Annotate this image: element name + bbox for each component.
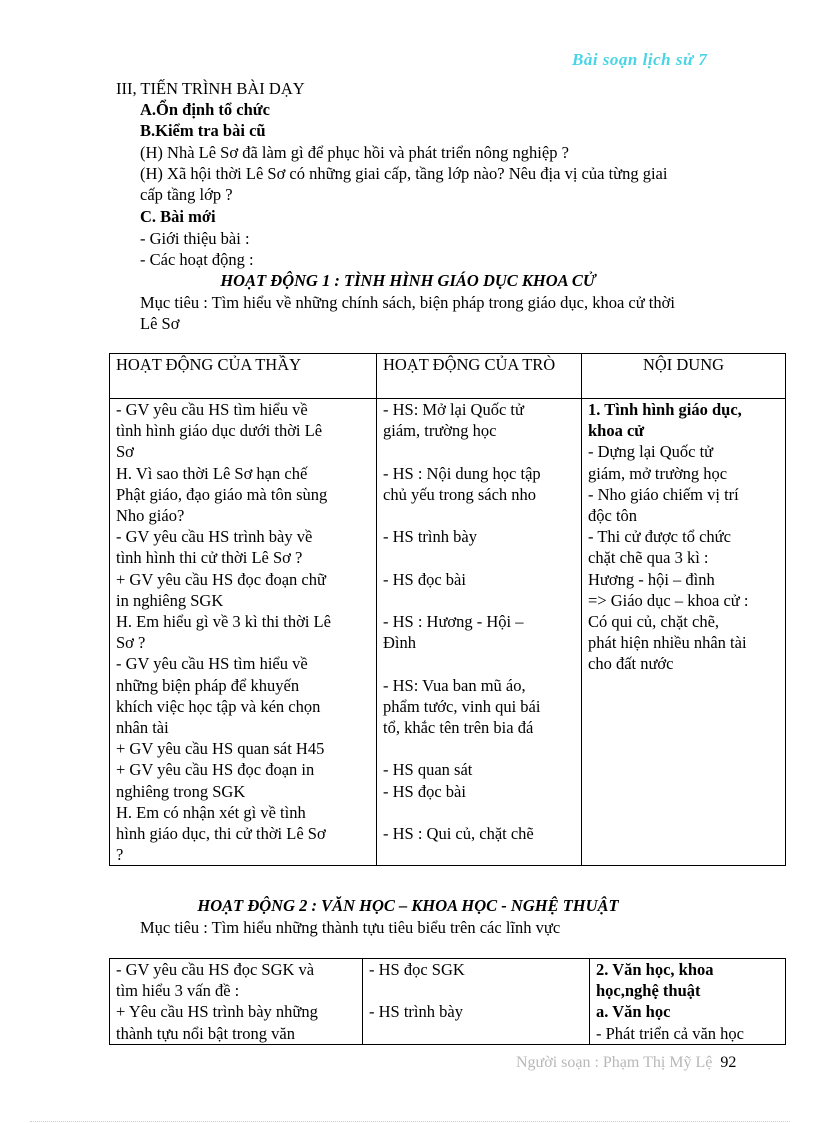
student-line xyxy=(383,590,575,611)
table-row xyxy=(110,959,786,1045)
content-line: chặt chẽ qua 3 kì : xyxy=(588,548,709,568)
content-line: Hương - hội – đình xyxy=(588,569,715,589)
activity1-goal-2: Lê Sơ xyxy=(140,314,180,333)
teacher-line: Phật giáo, đạo giáo mà tôn sùng xyxy=(116,484,328,504)
review-question-2b: cấp tầng lớp ? xyxy=(140,185,233,204)
content-line: - Thi cử được tổ chức xyxy=(588,527,731,547)
content-heading: học,nghệ thuật xyxy=(596,981,701,1001)
student-line: - HS đọc SGK xyxy=(369,960,465,979)
content-line: - Dựng lại Quốc tử xyxy=(588,442,714,462)
teacher-line: + GV yêu cầu HS đọc đoạn chữ xyxy=(116,569,326,589)
student-line xyxy=(383,547,575,568)
content-heading: khoa cử xyxy=(588,421,645,441)
teacher-line: Sơ ? xyxy=(116,633,146,653)
step-a: A.Ổn định tổ chức xyxy=(140,100,271,119)
content-subheading: a. Văn học xyxy=(596,1002,671,1022)
content-column xyxy=(582,399,786,866)
teacher-line: Nho giáo? xyxy=(116,506,185,526)
activity1-title: HOẠT ĐỘNG 1 : TÌNH HÌNH GIÁO DỤC KHOA CỬ xyxy=(220,271,596,290)
teacher-column xyxy=(110,959,363,1045)
section-title: III, TIẾN TRÌNH BÀI DẠY xyxy=(116,79,305,98)
teacher-line: - GV yêu cầu HS tìm hiểu về xyxy=(116,654,308,674)
teacher-line: - GV yêu cầu HS tìm hiểu về xyxy=(116,400,308,419)
student-line xyxy=(369,1023,583,1044)
table-header-row xyxy=(110,354,786,399)
intro-activities: - Các hoạt động : xyxy=(140,250,254,269)
teacher-line: - GV yêu cầu HS đọc SGK và xyxy=(116,960,315,979)
teacher-line: khích việc học tập và kén chọn xyxy=(116,696,321,716)
header-student: HOẠT ĐỘNG CỦA TRÒ xyxy=(377,354,582,399)
student-line: - HS : Nội dung học tập xyxy=(383,463,541,483)
content-line: phát hiện nhiều nhân tài xyxy=(588,633,747,653)
student-line xyxy=(383,802,575,823)
student-line: - HS : Hương - Hội – xyxy=(383,611,524,631)
intro-lesson: - Giới thiệu bài : xyxy=(140,229,250,248)
content-heading: 2. Văn học, khoa xyxy=(596,960,714,979)
content-line: - Nho giáo chiếm vị trí xyxy=(588,484,739,504)
header-content: NỘI DUNG xyxy=(582,354,786,399)
student-line: - HS: Vua ban mũ áo, xyxy=(383,675,526,695)
activity1-table xyxy=(109,353,786,866)
student-line: - HS đọc bài xyxy=(383,781,466,801)
teacher-line: tình hình giáo dục dưới thời Lê xyxy=(116,421,323,441)
teacher-line: H. Em có nhận xét gì về tình xyxy=(116,802,306,822)
teacher-line: thành tựu nổi bật trong văn xyxy=(116,1023,295,1043)
student-line xyxy=(383,738,575,759)
teacher-line: nhân tài xyxy=(116,718,169,738)
table-row xyxy=(110,399,786,866)
activity1-goal-1: Mục tiêu : Tìm hiểu về những chính sách, biện pháp trong giáo dục, khoa cử thời xyxy=(140,293,675,312)
teacher-column xyxy=(110,399,377,866)
student-line: - HS : Qui củ, chặt chẽ xyxy=(383,823,534,843)
student-line: chủ yếu trong sách nho xyxy=(383,484,537,504)
student-line xyxy=(369,980,583,1001)
page-footer xyxy=(516,1054,736,1072)
student-line xyxy=(383,844,575,865)
footer-divider xyxy=(30,1121,790,1122)
teacher-line: + GV yêu cầu HS quan sát H45 xyxy=(116,739,325,759)
page-number: 92 xyxy=(720,1054,737,1071)
student-line: giám, trường học xyxy=(383,421,497,441)
student-line: - HS đọc bài xyxy=(383,569,466,589)
step-b: B.Kiểm tra bài cũ xyxy=(140,121,266,140)
teacher-line: H. Em hiểu gì về 3 kì thi thời Lê xyxy=(116,612,331,632)
content-line: giám, mở trường học xyxy=(588,463,728,483)
content-line: cho đất nước xyxy=(588,654,674,674)
teacher-line: ? xyxy=(116,845,124,865)
content-line: - Phát triển cả văn học xyxy=(596,1023,744,1043)
teacher-line: Sơ xyxy=(116,442,134,462)
content-line: => Giáo dục – khoa cử : xyxy=(588,590,749,610)
content-column xyxy=(590,959,786,1045)
student-column xyxy=(377,399,582,866)
review-question-2a: (H) Xã hội thời Lê Sơ có những giai cấp, tầng lớp nào? Nêu địa vị của từng giai xyxy=(140,164,668,183)
student-line xyxy=(383,441,575,462)
teacher-line: - GV yêu cầu HS trình bày về xyxy=(116,527,313,547)
student-line xyxy=(383,505,575,526)
student-line: - HS trình bày xyxy=(369,1002,463,1022)
header-teacher: HOẠT ĐỘNG CỦA THẦY xyxy=(110,354,377,399)
step-c: C. Bài mới xyxy=(140,207,216,226)
teacher-line: + GV yêu cầu HS đọc đoạn in xyxy=(116,760,315,780)
student-line: Đình xyxy=(383,633,416,653)
teacher-line: H. Vì sao thời Lê Sơ hạn chế xyxy=(116,463,308,483)
footer-author: Người soạn : Phạm Thị Mỹ Lệ xyxy=(516,1054,713,1071)
content-line: Có qui củ, chặt chẽ, xyxy=(588,612,720,632)
header-watermark: Bài soạn lịch sử 7 xyxy=(572,50,708,69)
teacher-line: + Yêu cầu HS trình bày những xyxy=(116,1002,318,1022)
activity2-table xyxy=(109,958,786,1045)
student-line: phẩm tước, vinh qui bái xyxy=(383,696,541,716)
teacher-line: những biện pháp để khuyến xyxy=(116,675,300,695)
activity2-title: HOẠT ĐỘNG 2 : VĂN HỌC – KHOA HỌC - NGHỆ THUẬT xyxy=(197,896,619,915)
teacher-line: tình hình thi cử thời Lê Sơ ? xyxy=(116,548,303,568)
teacher-line: hình giáo dục, thi cử thời Lê Sơ xyxy=(116,824,326,844)
student-line: - HS quan sát xyxy=(383,760,473,780)
review-question-1: (H) Nhà Lê Sơ đã làm gì để phục hồi và phát triển nông nghiệp ? xyxy=(140,143,569,162)
teacher-line: nghiêng trong SGK xyxy=(116,781,246,801)
activity2-goal: Mục tiêu : Tìm hiểu những thành tựu tiêu biểu trên các lĩnh vực xyxy=(140,918,561,937)
student-line: - HS trình bày xyxy=(383,527,477,547)
teacher-line: in nghiêng SGK xyxy=(116,590,224,610)
student-line: - HS: Mở lại Quốc tử xyxy=(383,400,524,419)
teacher-line: tìm hiểu 3 vấn đề : xyxy=(116,981,240,1001)
student-column xyxy=(363,959,590,1045)
student-line xyxy=(383,653,575,674)
content-line: độc tôn xyxy=(588,506,638,526)
content-heading: 1. Tình hình giáo dục, xyxy=(588,400,742,419)
student-line: tổ, khắc tên trên bia đá xyxy=(383,717,534,737)
